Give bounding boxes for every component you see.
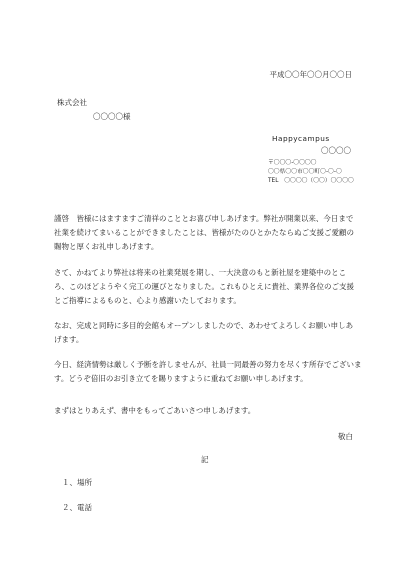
sender-postal: 〒〇〇〇-〇〇〇〇 [268, 160, 317, 166]
body-paragraph: さて、かねてより弊社は将来の社業発展を期し、一大決意のもと新社屋を建築中のところ、このほどようやく完工の運びとなりました。これもひとえに貴社、業界各位のご支援とご指導によるものと、心より感謝いたしております。 [54, 268, 354, 305]
recipient-name: 〇〇〇〇様 [93, 112, 131, 121]
body-paragraph: なお、完成と同時に多目的会館もオープンしましたので、あわせてよろしくお願い申しあげます。 [54, 321, 354, 344]
list-item: ２、電話 [62, 503, 92, 512]
ki-heading: 記 [201, 455, 209, 464]
body-paragraph: まずはとりあえず、書中をもってごあいさつ申しあげます。 [54, 406, 256, 415]
recipient-company: 株式会社 [57, 98, 87, 107]
letter-date: 平成〇〇年〇〇月〇〇日 [269, 70, 352, 79]
sender-tel: TEL 〇〇〇〇（〇〇）〇〇〇〇 [268, 178, 354, 184]
body-paragraph: 謹啓 皆様にはますますご清祥のこととお喜び申しあげます。弊社が開業以来、今日まで社業を続けてまいることができましたことは、皆様がたのひとかたならぬご支援ご愛顧の賜物と厚くお礼申しあげます。 [54, 214, 354, 251]
closing-phrase: 敬白 [338, 432, 353, 441]
sender-name: 〇〇〇〇 [321, 146, 351, 155]
sender-company: Happycampus [272, 134, 330, 143]
list-item: １、場所 [62, 478, 92, 487]
sender-address: 〇〇県〇〇市〇〇町〇-〇-〇 [268, 169, 342, 175]
body-paragraph: 今日、経済情勢は厳しく予断を許しませんが、社員一同最善の努力を尽くす所存でございます。どうぞ倍旧のお引き立てを賜りますように重ねてお願い申しあげます。 [54, 360, 362, 383]
